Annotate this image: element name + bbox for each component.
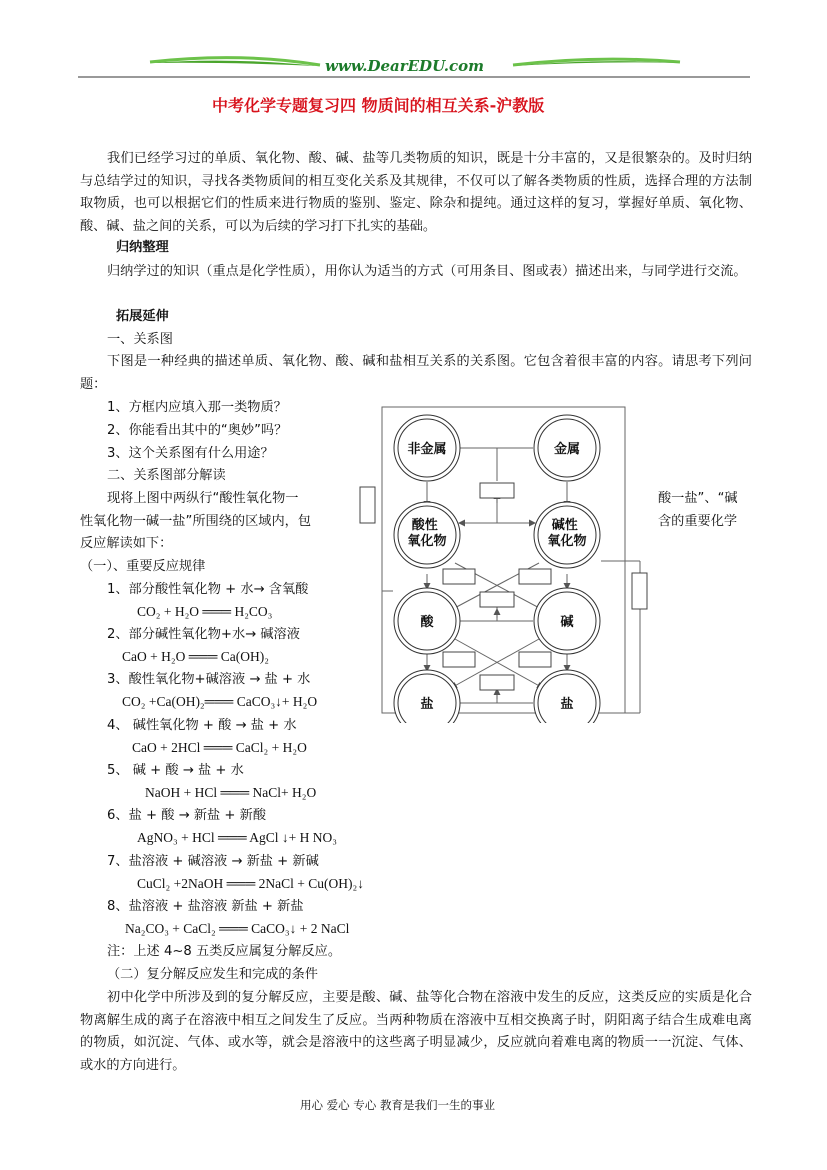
page-title: 中考化学专题复习四 物质间的相互关系-沪教版 <box>212 96 545 115</box>
conditions-paragraph: 初中化学中所涉及到的复分解反应，主要是酸、碱、盐等化合物在溶液中发生的反应，这类反应的实质是化合物离解生成的离子在溶液中相互之间发生了反应。当两种物质在溶液中互相交换离子时，阴阳离子结合生成难电离的物质，如沉淀、气体、或水等，就会是溶液中的这些离子明显减少，反应就向着难电离的物质一一沉淀、气体、或水的方向进行。 <box>80 990 752 1074</box>
header <box>0 0 827 80</box>
blank-box <box>480 483 514 498</box>
interpretation-line: 现将上图中两纵行“酸性氧化物一 <box>107 491 299 506</box>
question-item: 2、你能看出其中的“奥妙”吗？ <box>107 423 288 438</box>
node-base-oxide-line1: 碱性 <box>551 518 578 533</box>
relationship-diagram <box>355 403 655 723</box>
question-item: 3、这个关系图有什么用途？ <box>107 446 274 461</box>
rule-equation: CO₂ + H₂O ═══ H₂CO₃ <box>137 604 273 619</box>
node-base: 碱 <box>560 615 574 630</box>
node-acid-oxide-line1: 酸性 <box>411 518 438 533</box>
rule-label: 2、部分碱性氧化物+水→ 碱溶液 <box>107 627 300 642</box>
node-metal: 金属 <box>553 442 581 457</box>
blank-box-right <box>632 573 647 609</box>
node-acid-oxide-line2: 氧化物 <box>407 534 447 549</box>
blank-box <box>519 569 551 584</box>
interpretation-line: 反应解读如下： <box>80 536 173 551</box>
page-footer: 用心 爱心 专心 教育是我们一生的事业 <box>300 1098 495 1112</box>
rule-label: 4、 碱性氧化物 + 酸 → 盐 + 水 <box>107 718 297 733</box>
rule-equation: Na₂CO₃ + CaCl₂ ═══ CaCO₃↓ + 2 NaCl <box>125 921 350 936</box>
rule-label: 5、 碱 + 酸 → 盐 + 水 <box>107 763 244 778</box>
blank-box-left <box>360 487 375 523</box>
site-logo[interactable]: www.DearEDU.com <box>325 57 485 75</box>
node-base-oxide-line2: 氧化物 <box>547 534 587 549</box>
rule-label: 3、酸性氧化物+碱溶液 → 盐 + 水 <box>107 672 311 687</box>
node-salt-left: 盐 <box>420 697 434 712</box>
interpretation-line: 含的重要化学 <box>658 514 738 529</box>
note-text: 注：上述 4~8 五类反应属复分解反应。 <box>107 944 342 959</box>
section-heading-summary: 归纳整理 <box>116 240 169 255</box>
rules-heading: （一）、重要反应规律 <box>80 559 206 574</box>
section-heading-extension: 拓展延伸 <box>116 309 169 324</box>
summary-paragraph: 归纳学过的知识（重点是化学性质），用你认为适当的方式（可用条目、图或表）描述出来，与同学进行交流。 <box>107 264 747 279</box>
rule-equation: CuCl₂ +2NaOH ═══ 2NaCl + Cu(OH)₂↓ <box>137 876 364 891</box>
interpretation-line: 性氧化物一碱一盐”所围绕的区域内，包 <box>80 514 312 529</box>
blank-box <box>443 652 475 667</box>
rule-label: 6、盐 + 酸 → 新盐 + 新酸 <box>107 808 267 823</box>
blank-box <box>519 652 551 667</box>
rule-equation: AgNO₃ + HCl ═══ AgCl ↓+ H NO₃ <box>137 830 337 845</box>
blank-box <box>443 569 475 584</box>
node-nonmetal: 非金属 <box>407 442 447 457</box>
rule-equation: NaOH + HCl ═══ NaCl+ H₂O <box>145 785 317 800</box>
rule-label: 7、盐溶液 + 碱溶液 → 新盐 + 新碱 <box>107 854 319 869</box>
question-item: 1、方框内应填入那一类物质？ <box>107 400 287 415</box>
node-salt-right: 盐 <box>560 697 574 712</box>
rule-label: 1、部分酸性氧化物 + 水→ 含氧酸 <box>107 582 309 597</box>
interpretation-line: 酸一盐”、“碱 <box>658 491 738 506</box>
intro-paragraph: 我们已经学习过的单质、氧化物、酸、碱、盐等几类物质的知识，既是十分丰富的，又是很繁杂的。及时归纳与总结学过的知识，寻找各类物质间的相互变化关系及其规律，不仅可以了解各类物质的性质，选择合理的方法制取物质，也可以根据它们的性质来进行物质的鉴别、鉴定、除杂和提纯。通过这样的复习，掌握好单质、氧化物、酸、碱、盐之间的关系，可以为后续的学习打下扎实的基础。 <box>80 151 752 235</box>
conditions-heading: （二）复分解反应发生和完成的条件 <box>107 967 318 982</box>
diagram-intro-paragraph: 下图是一种经典的描述单质、氧化物、酸、碱和盐相互关系的关系图。它包含着很丰富的内容。请思考下列问题： <box>80 354 752 392</box>
blank-box <box>480 675 514 690</box>
blank-box <box>480 592 514 607</box>
rule-label: 8、盐溶液 + 盐溶液 新盐 + 新盐 <box>107 899 304 914</box>
rule-equation: CaO + 2HCl ═══ CaCl₂ + H₂O <box>132 740 307 755</box>
rule-equation: CO₂ +Ca(OH)₂═══ CaCO₃↓+ H₂O <box>122 694 318 709</box>
node-acid: 酸 <box>420 615 434 630</box>
rule-equation: CaO + H₂O ═══ Ca(OH)₂ <box>122 649 269 664</box>
subheading-diagram: 一、关系图 <box>107 332 173 347</box>
subheading-interpretation: 二、关系图部分解读 <box>107 468 226 483</box>
